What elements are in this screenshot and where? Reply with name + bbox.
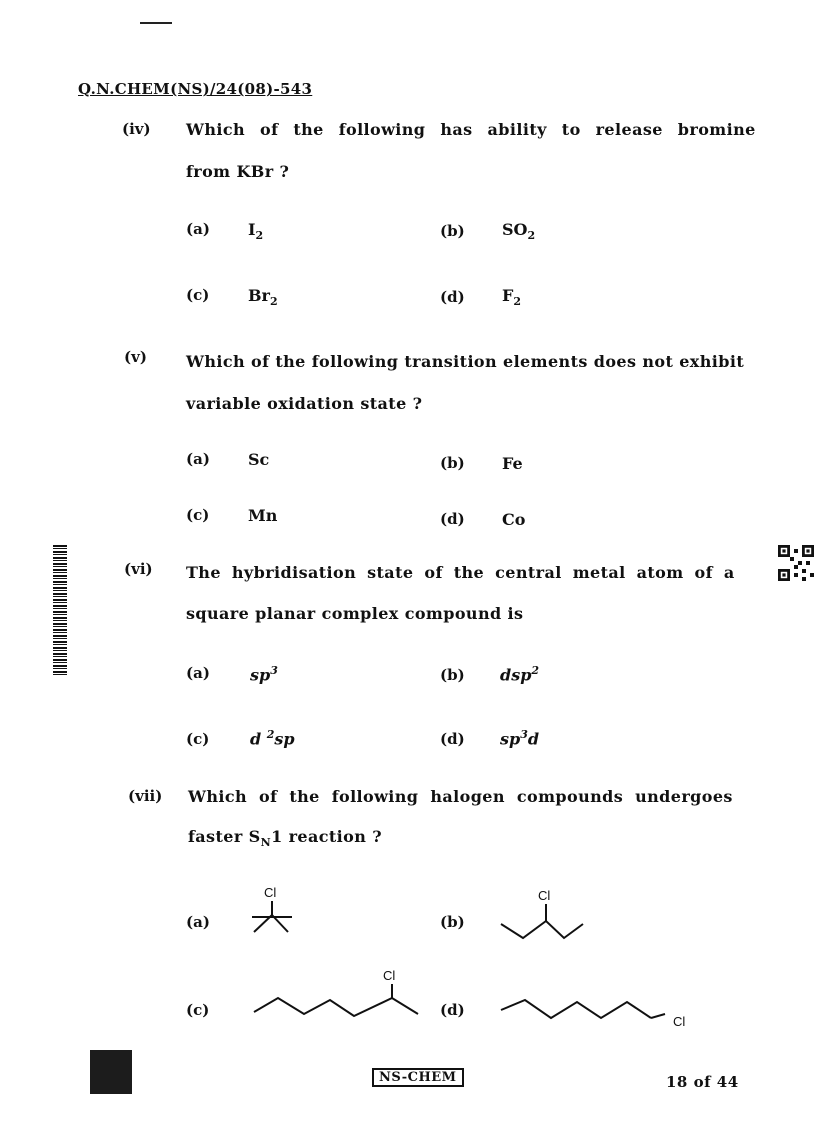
option-value: Fe	[502, 454, 523, 473]
option-label: (c)	[186, 506, 210, 524]
question-text: variable oxidation state ?	[186, 394, 423, 413]
chlorine-label: Cl	[673, 1014, 686, 1029]
question-number: (v)	[124, 348, 147, 366]
qr-code	[777, 545, 815, 581]
option-value: $I_2$	[248, 220, 264, 243]
question-text: square planar complex compound is	[186, 604, 524, 623]
option-value: dsp$^2$	[500, 664, 540, 685]
option-label: (d)	[440, 730, 465, 748]
option-label: (a)	[186, 450, 210, 468]
question-number: (iv)	[122, 120, 151, 138]
structure-c	[248, 960, 428, 1030]
option-value: $sp^3d$	[500, 728, 540, 749]
option-label: (a)	[186, 913, 210, 931]
option-value: Mn	[248, 506, 278, 525]
question-text: Which of the following halogen compounds undergoes	[188, 787, 733, 806]
option-label: (b)	[440, 222, 465, 240]
scan-mark	[90, 1050, 132, 1094]
option-value: $SO_2$	[502, 220, 536, 243]
option-value: $sp^3$	[250, 664, 278, 685]
barcode	[53, 545, 67, 675]
question-number: (vii)	[128, 787, 163, 805]
question-text: from KBr ?	[186, 162, 290, 181]
structure-a	[240, 880, 310, 940]
chlorine-label: Cl	[538, 888, 551, 903]
option-label: (c)	[186, 730, 210, 748]
question-text: Which of the following transition elements does not exhibit	[186, 352, 745, 371]
option-value: d $^2$sp	[250, 728, 295, 749]
question-text: Which of the following has ability to release bromine	[186, 120, 756, 139]
structure-b	[495, 880, 595, 940]
structure-d	[495, 990, 705, 1040]
page-number: 18 of 44	[666, 1073, 739, 1091]
chlorine-label: Cl	[383, 968, 396, 983]
option-label: (d)	[440, 1001, 465, 1019]
question-text: faster $S_N1$ reaction ?	[188, 827, 383, 850]
option-label: (d)	[440, 288, 465, 306]
option-label: (c)	[186, 1001, 210, 1019]
option-value: Co	[502, 510, 526, 529]
option-value: $Br_2$	[248, 286, 278, 309]
option-label: (d)	[440, 510, 465, 528]
option-label: (b)	[440, 454, 465, 472]
option-value: Sc	[248, 450, 270, 469]
option-label: (c)	[186, 286, 210, 304]
option-label: (a)	[186, 664, 210, 682]
question-number: (vi)	[124, 560, 153, 578]
option-label: (a)	[186, 220, 210, 238]
option-value: $F_2$	[502, 286, 522, 309]
paper-code: Q.N.CHEM(NS)/24(08)-543	[78, 80, 313, 98]
option-label: (b)	[440, 913, 465, 931]
option-label: (b)	[440, 666, 465, 684]
question-text: The hybridisation state of the central metal atom of a	[186, 563, 735, 582]
top-rule	[140, 22, 172, 24]
subject-code-box: NS-CHEM	[372, 1068, 464, 1087]
chlorine-label: Cl	[264, 885, 277, 900]
